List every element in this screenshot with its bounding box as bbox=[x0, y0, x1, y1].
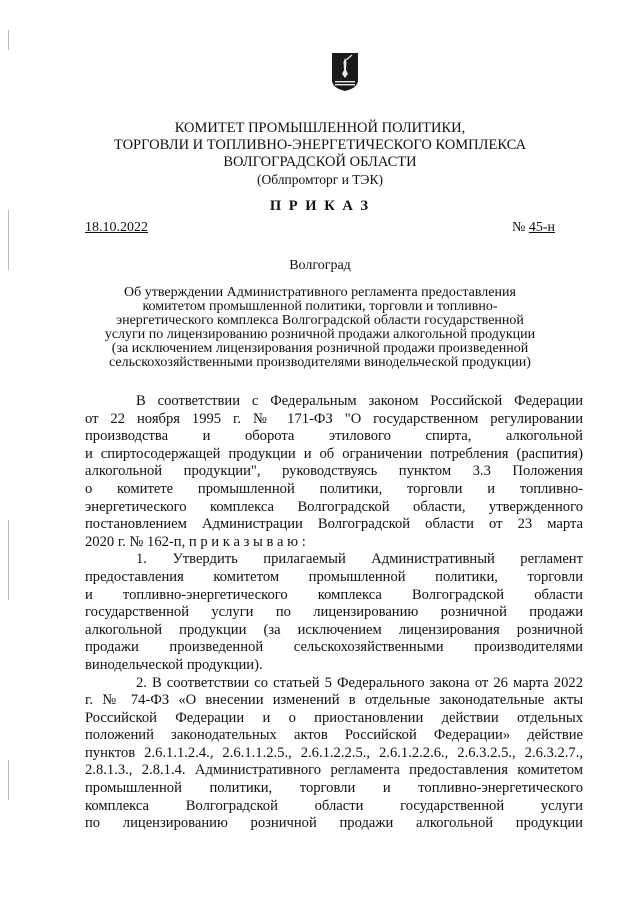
city: Волгоград bbox=[289, 258, 351, 273]
scan-edge-mark bbox=[8, 30, 9, 50]
order-number bbox=[512, 220, 555, 236]
body-line: винодельческой продукции). bbox=[85, 656, 263, 673]
header-line: ТОРГОВЛИ И ТОПЛИВНО-ЭНЕРГЕТИЧЕСКОГО КОМПЛЕКСА bbox=[113, 137, 527, 153]
organization-header bbox=[0, 120, 640, 188]
subject-line: (за исключением лицензирования розничной продажи произведенной bbox=[111, 341, 529, 356]
body-line: о комитете промышленной политики, торговли и топливно- bbox=[85, 480, 583, 497]
body-line: и топливно-энергетического комплекса Волгоградской области bbox=[85, 586, 583, 603]
body-line: от 22 ноября 1995 г. № 171-ФЗ "О государственном регулировании bbox=[85, 410, 583, 427]
order-date: 18.10.2022 bbox=[85, 220, 148, 235]
body-line: алкогольной продукции", руководствуясь пунктом 3.3 Положения bbox=[85, 463, 583, 480]
header-line: ВОЛГОГРАДСКОЙ ОБЛАСТИ bbox=[223, 154, 417, 170]
body-line: 1. Утвердить прилагаемый Административный регламент bbox=[136, 551, 583, 568]
body-line: алкогольной продукции (за исключением лицензирования розничной bbox=[85, 621, 583, 638]
body-line: постановлением Администрации Волгоградской области от 23 марта bbox=[85, 516, 583, 533]
body-line: положений законодательных актов Российской Федерации» действие bbox=[85, 727, 583, 744]
subject-line: Об утверждении Административного регламента предоставления bbox=[124, 285, 516, 300]
body-line: 2.8.1.3., 2.8.1.4. Административного регламента предоставления комитетом bbox=[85, 762, 583, 779]
body-line: по лицензированию розничной продажи алкогольной продукции bbox=[85, 815, 583, 832]
subject-line: комитетом промышленной политики, торговли и топливно- bbox=[142, 299, 498, 314]
body-line: 2. В соответствии со статьей 5 Федерального закона от 26 марта 2022 bbox=[136, 674, 583, 691]
body-line: промышленной политики, торговли и топливно-энергетического bbox=[85, 780, 583, 797]
body-line: и спиртосодержащей продукции и об ограничении потребления (распития) bbox=[85, 445, 583, 462]
body-line: пунктов 2.6.1.1.2.4., 2.6.1.1.2.5., 2.6.1.2.2.5., 2.6.1.2.2.6., 2.6.3.2.5., 2.6.3.2.7., bbox=[85, 744, 583, 761]
scan-edge-mark bbox=[8, 520, 9, 600]
body-line: государственной услуги по лицензированию розничной продажи bbox=[85, 604, 583, 621]
number-sign: № bbox=[511, 220, 526, 235]
subject-line: услуги по лицензированию розничной продажи алкогольной продукции bbox=[104, 327, 536, 342]
volgograd-coat-of-arms-icon bbox=[331, 52, 359, 92]
order-subject bbox=[95, 286, 545, 370]
body-line: энергетического комплекса Волгоградской области, утвержденного bbox=[85, 498, 583, 515]
body-line: Российской Федерации и о приостановлении действии отдельных bbox=[85, 709, 583, 726]
body-line: 2020 г. № 162-п, п р и к а з ы в а ю : bbox=[85, 533, 306, 550]
number-value: 45-н bbox=[528, 220, 555, 235]
body-line: комплекса Волгоградской области государственной услуги bbox=[85, 797, 583, 814]
subject-line: сельскохозяйственными производителями винодельческой продукции) bbox=[109, 355, 531, 370]
header-line: КОМИТЕТ ПРОМЫШЛЕННОЙ ПОЛИТИКИ, bbox=[174, 120, 466, 136]
body-line: производства и оборота этилового спирта, алкогольной bbox=[85, 428, 583, 445]
body-line: г. № 74-ФЗ «О внесении изменений в отдельные законодательные акты bbox=[85, 692, 583, 709]
body-line: В соответствии с Федеральным законом Российской Федерации bbox=[136, 393, 583, 409]
subject-line: энергетического комплекса Волгоградской области государственной bbox=[116, 313, 524, 328]
document-title: П Р И К А З bbox=[269, 198, 371, 214]
body-line: предоставления комитетом промышленной политики, торговли bbox=[85, 568, 583, 585]
body-line: продажи произведенной сельскохозяйственными производителями bbox=[85, 639, 583, 656]
scan-edge-mark bbox=[8, 760, 9, 800]
order-body bbox=[85, 393, 583, 833]
header-abbreviation: (Облпромторг и ТЭК) bbox=[257, 172, 383, 187]
